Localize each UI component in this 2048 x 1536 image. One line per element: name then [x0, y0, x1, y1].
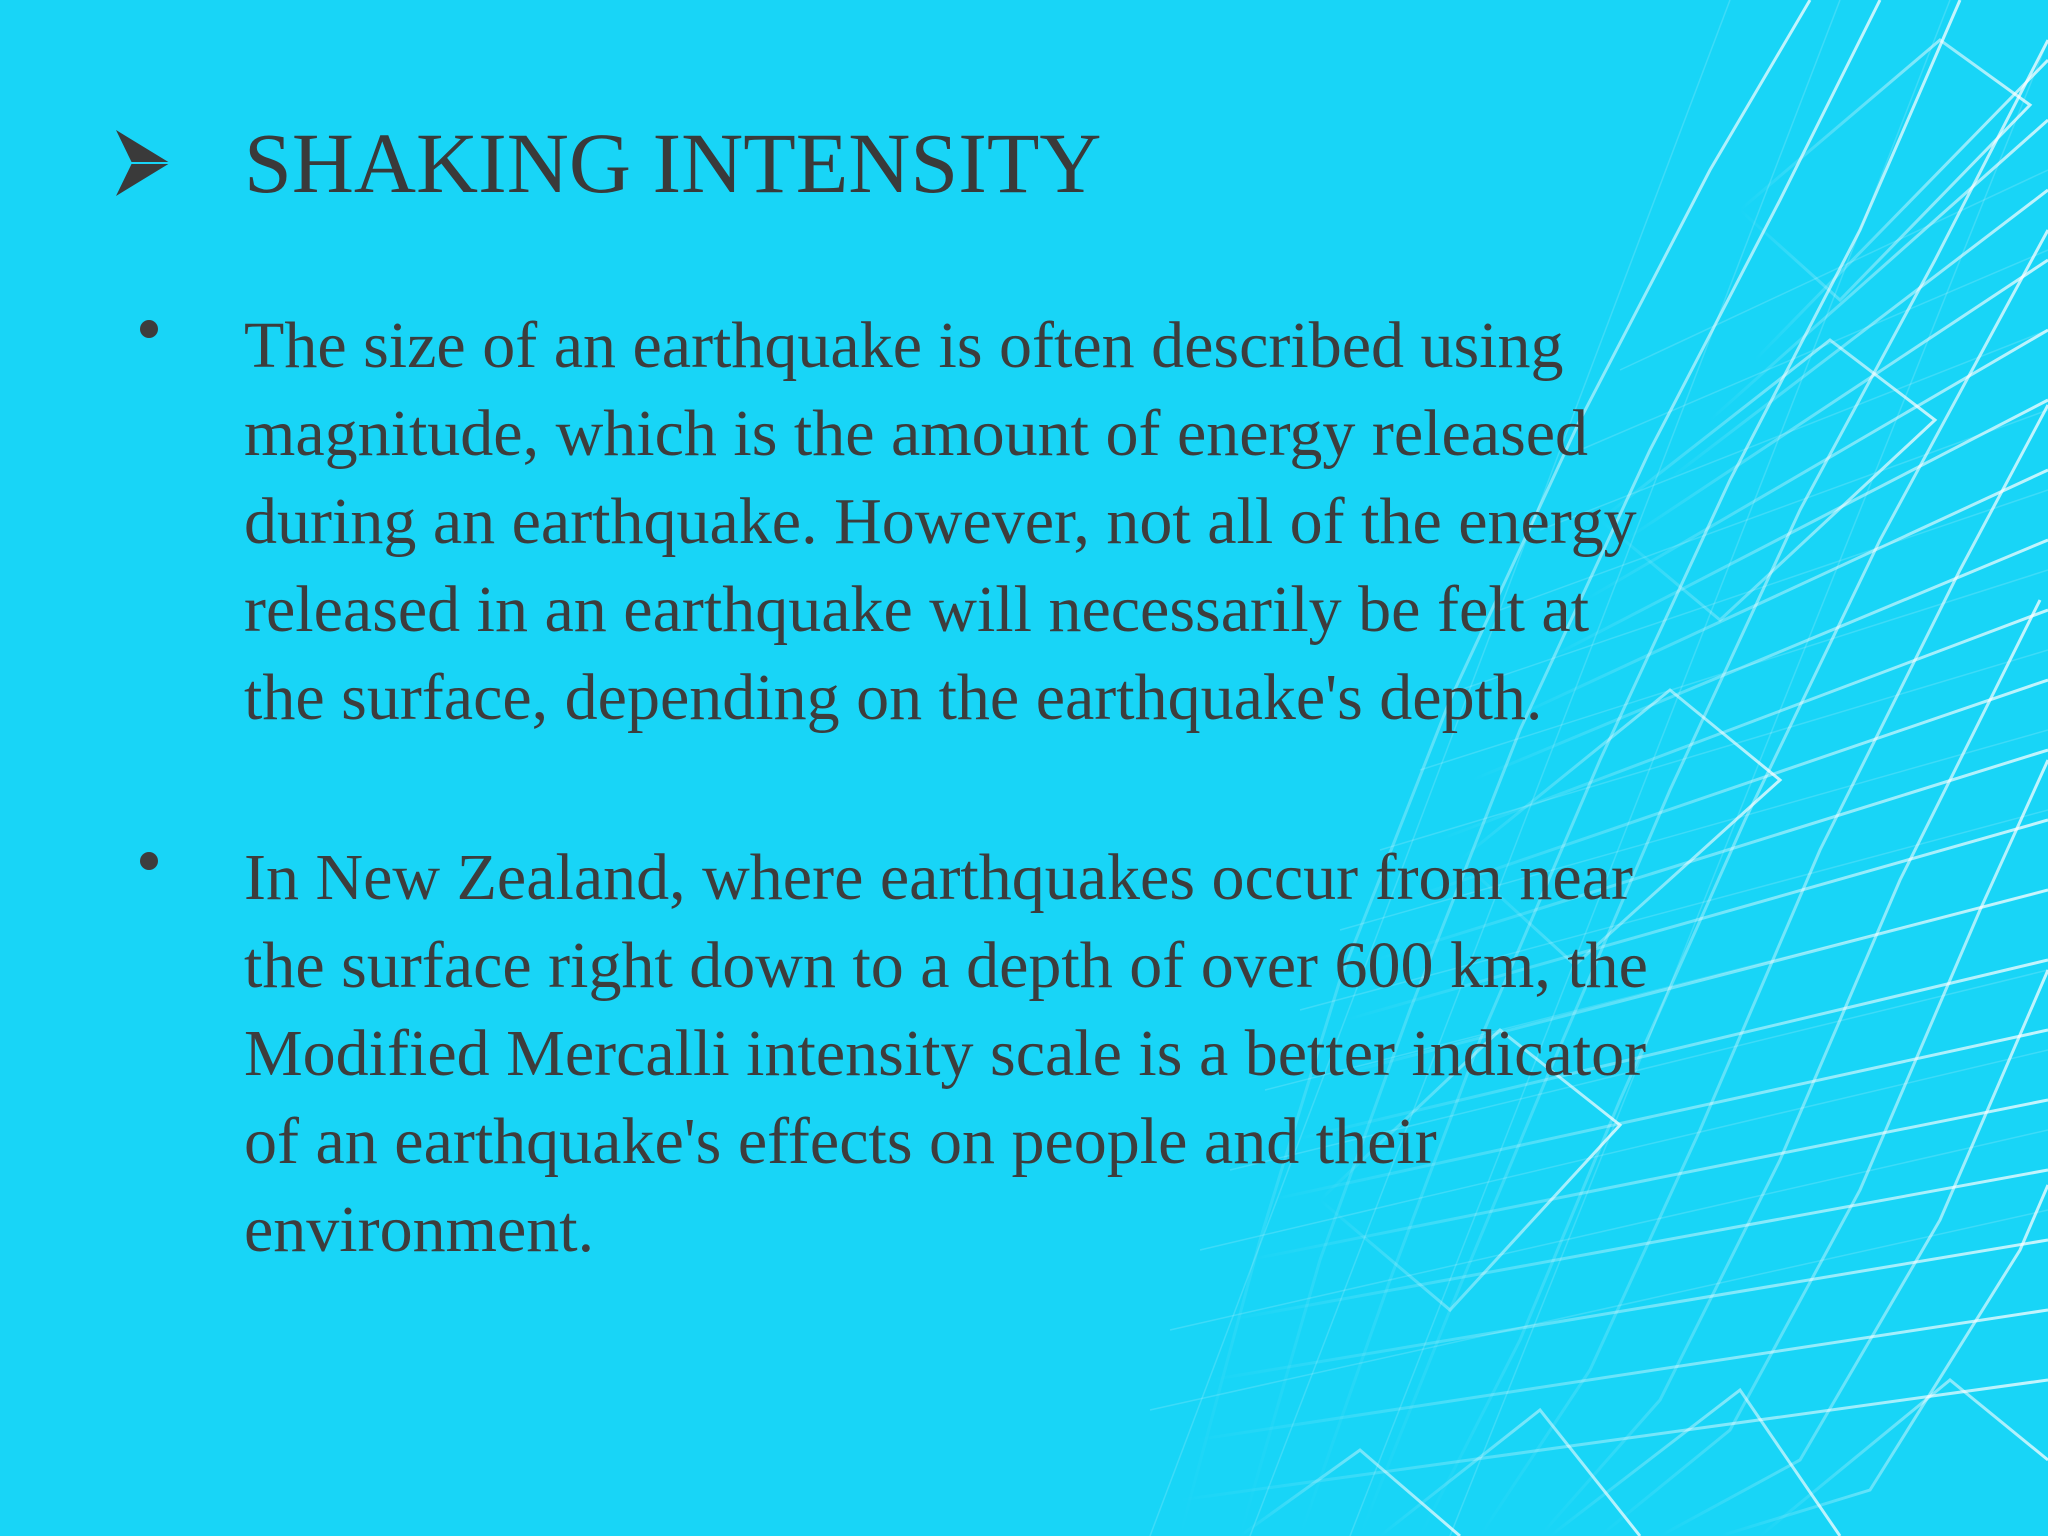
slide-title-row	[114, 108, 1102, 218]
bullet-text-new-zealand: In New Zealand, where earthquakes occur from near the surface right down to a depth of over 600 km, the Modified Mercalli intensity scale is a better indicator of an earthquake's effects on people and their environment.	[244, 841, 1648, 1266]
arrowhead-bullet-icon	[114, 128, 172, 198]
dot-bullet-icon	[140, 320, 158, 338]
slide-title: SHAKING INTENSITY	[244, 115, 1102, 211]
bullet-text-magnitude: The size of an earthquake is often described using magnitude, which is the amount of energy released during an earthquake. However, not all of the energy released in an earthquake will necessarily be felt at the surface, depending on the earthquake's depth.	[244, 309, 1637, 734]
bullet-item-new-zealand	[140, 834, 1820, 1274]
bullet-item-magnitude	[140, 302, 1820, 742]
dot-bullet-icon	[140, 852, 158, 870]
